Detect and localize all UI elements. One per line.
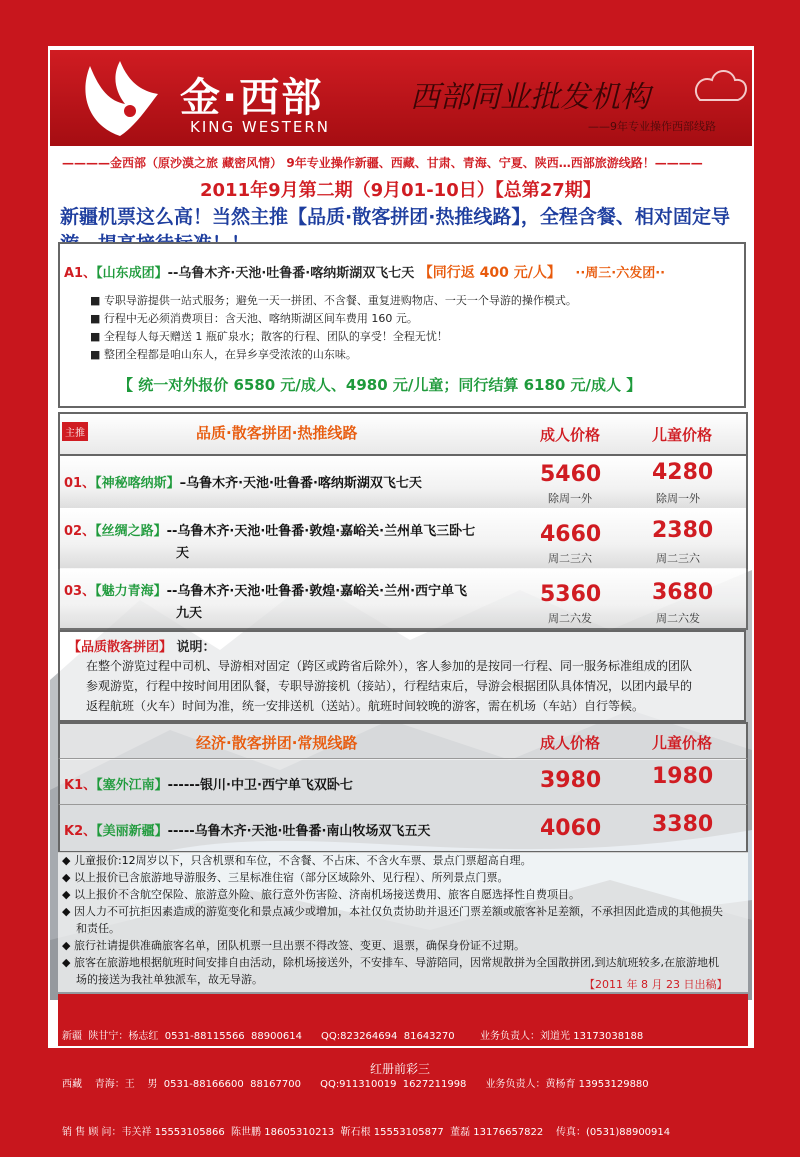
featured-badge: 主推 (62, 422, 88, 441)
phoenix-logo-icon (70, 56, 170, 142)
adult-price: 4660 (540, 522, 602, 547)
note-item: ◆ 旅客在旅游地根据航班时间安排自由活动，除机场接送外，不安排车、导游陪同，因常规散拼为全国散拼团,到达航班较多,在旅游地机 (62, 956, 719, 969)
child-price: 3680 (652, 580, 714, 605)
cloud-ornament-icon (690, 60, 750, 120)
note-item: ◆ 儿童报价:12周岁以下，只含机票和车位，不含餐、不占床、不含火车票、景点门票超高自理。 (62, 854, 532, 867)
explanation-heading: 【品质散客拼团】 说明： (68, 640, 216, 655)
note-item: ◆ 以上报价已含旅游地导游服务、三星标准住宿（部分区域除外、见行程）、所列景点门票。 (62, 871, 509, 884)
section2-header (58, 722, 748, 760)
departure-days: ··周三·六发团·· (575, 266, 666, 281)
section1-header (58, 412, 748, 456)
adult-price: 3980 (540, 768, 602, 793)
bullet-item: ■ 专职导游提供一站式服务；避免一天一拼团、不含餐、重复进购物店、一天一个导游的操作模式。 (90, 294, 577, 307)
adult-price-col: 成人价格 (540, 734, 601, 752)
child-price: 3380 (652, 812, 714, 837)
bullet-item: ■ 整团全程都是咱山东人，在异乡享受浓浓的山东味。 (90, 348, 357, 361)
child-price-col: 儿童价格 (652, 734, 713, 752)
child-price-col: 儿童价格 (652, 426, 713, 444)
table-row (58, 568, 748, 630)
contact-line: 销 售 顾 问：韦关祥 15553105866 陈世鹏 18605310213 靳石根 15553105877 董磊 13176657822 传真：(0531)88900914 (62, 1127, 671, 1138)
child-schedule: 除周一外 (656, 492, 700, 505)
featured-tour-header (64, 262, 665, 282)
intro-line: ————金西部（原沙漠之旅 藏密风情） 9年专业操作新疆、西藏、甘肃、青海、宁夏、陕西…西部旅游线路！———— (62, 156, 703, 170)
notes-list (62, 852, 742, 988)
peer-rebate: 【同行返 400 元/人】 (418, 265, 561, 281)
route-cell-continued: 天 (176, 546, 190, 561)
route-cell: K2、【美丽新疆】-----乌鲁木齐·天池·吐鲁番·南山牧场双飞五天 (64, 824, 431, 839)
tour-code: A1、 (64, 266, 97, 281)
note-item-continued: 和责任。 (76, 922, 120, 935)
child-schedule: 周二三六 (656, 552, 700, 565)
tour-route: --乌鲁木齐·天池·吐鲁番·喀纳斯湖双飞七天 (167, 266, 415, 281)
note-item: ◆ 旅行社请提供准确旅客名单，团队机票一旦出票不得改签、变更、退票，确保身份证不过期。 (62, 939, 525, 952)
child-price: 4280 (652, 460, 714, 485)
contact-line: 新疆 陕甘宁：杨志红 0531-88115566 88900614 QQ:823264694 81643270 业务负责人：刘道光 13173038188 (62, 1031, 644, 1042)
route-cell: 02、【丝绸之路】--乌鲁木齐·天池·吐鲁番·敦煌·嘉峪关·兰州单飞三卧七 (64, 524, 476, 539)
note-item: ◆ 因人力不可抗拒因素造成的游览变化和景点减少或增加，本社仅负责协助并退还门票差额或旅客补足差额，不承担因此造成的其他损失 (62, 905, 723, 918)
child-schedule: 周二六发 (656, 612, 700, 625)
explanation-text: 在整个游览过程中司机、导游相对固定（跨区或跨省后除外），客人参加的是按同一行程、同一服务标准组成的团队 参观游览，行程中按时间用团队餐，专职导游接机（接站），行程结束后，导游会根据团队具体情况，以团内最早的 返程航班（火车）时间为准，统一安排送机（送站）。航班时间较晚的游客，需在机场（车站）自行等候。 (86, 659, 693, 713)
bullet-item: ■ 全程每人每天赠送 1 瓶矿泉水；散客的行程、团队的享受！全程无忧！ (90, 330, 448, 343)
featured-bullets (90, 292, 730, 364)
adult-price: 5460 (540, 462, 602, 487)
route-cell: 01、【神秘喀纳斯】–乌鲁木齐·天池·吐鲁番·喀纳斯湖双飞七天 (64, 476, 422, 491)
brand-slogan-sub: ——9年专业操作西部线路 (588, 120, 716, 133)
unified-price-line: 【 统一对外报价 6580 元/成人、4980 元/儿童；同行结算 6180 元/成人 】 (118, 376, 642, 394)
note-item-continued: 场的接送为我社单独派车，故无导游。 (76, 973, 263, 986)
brand-name-en: KING WESTERN (190, 118, 330, 136)
route-cell: 03、【魅力青海】--乌鲁木齐·天池·吐鲁番·敦煌·嘉峪关·兰州·西宁单飞 (64, 584, 468, 599)
note-item: ◆ 以上报价不含航空保险、旅游意外险、旅行意外伤害险、济南机场接送费用、旅客自愿选择性自费项目。 (62, 888, 580, 901)
contact-line: 西藏 青海：王 男 0531-88166600 88167700 QQ:911310019 1627211998 业务负责人：黄杨育 13953129880 (62, 1079, 649, 1090)
brand-name-cn: 金·西部 (180, 75, 324, 121)
child-price: 1980 (652, 764, 714, 789)
adult-schedule: 除周一外 (548, 492, 592, 505)
brand-slogan: 西部同业批发机构 (410, 80, 650, 115)
adult-price: 5360 (540, 582, 602, 607)
adult-price: 4060 (540, 816, 602, 841)
adult-price-col: 成人价格 (540, 426, 601, 444)
headline: 新疆机票这么高！当然主推【品质·散客拼团·热推线路】，全程含餐、相对固定导 (60, 206, 730, 228)
route-cell: K1、【塞外江南】------银川·中卫·西宁单飞双卧七 (64, 778, 353, 793)
contact-list (62, 997, 670, 1157)
bullet-item: ■ 行程中无必须消费项目：含天池、喀纳斯湖区间车费用 160 元。 (90, 312, 418, 325)
adult-schedule: 周二六发 (548, 612, 592, 625)
child-price: 2380 (652, 518, 714, 543)
route-cell-continued: 九天 (176, 606, 203, 621)
section1-title: 品质·散客拼团·热推线路 (196, 424, 358, 442)
adult-schedule: 周二三六 (548, 552, 592, 565)
page-footer: 红册前彩三 (370, 1062, 431, 1076)
issue-title: 2011年9月第二期（9月01-10日）【总第27期】 (200, 180, 601, 201)
issue-date: 【2011 年 8 月 23 日出稿】 (584, 978, 728, 991)
tour-tag: 【山东成团】 (96, 266, 168, 281)
section2-title: 经济·散客拼团·常规线路 (196, 734, 358, 752)
